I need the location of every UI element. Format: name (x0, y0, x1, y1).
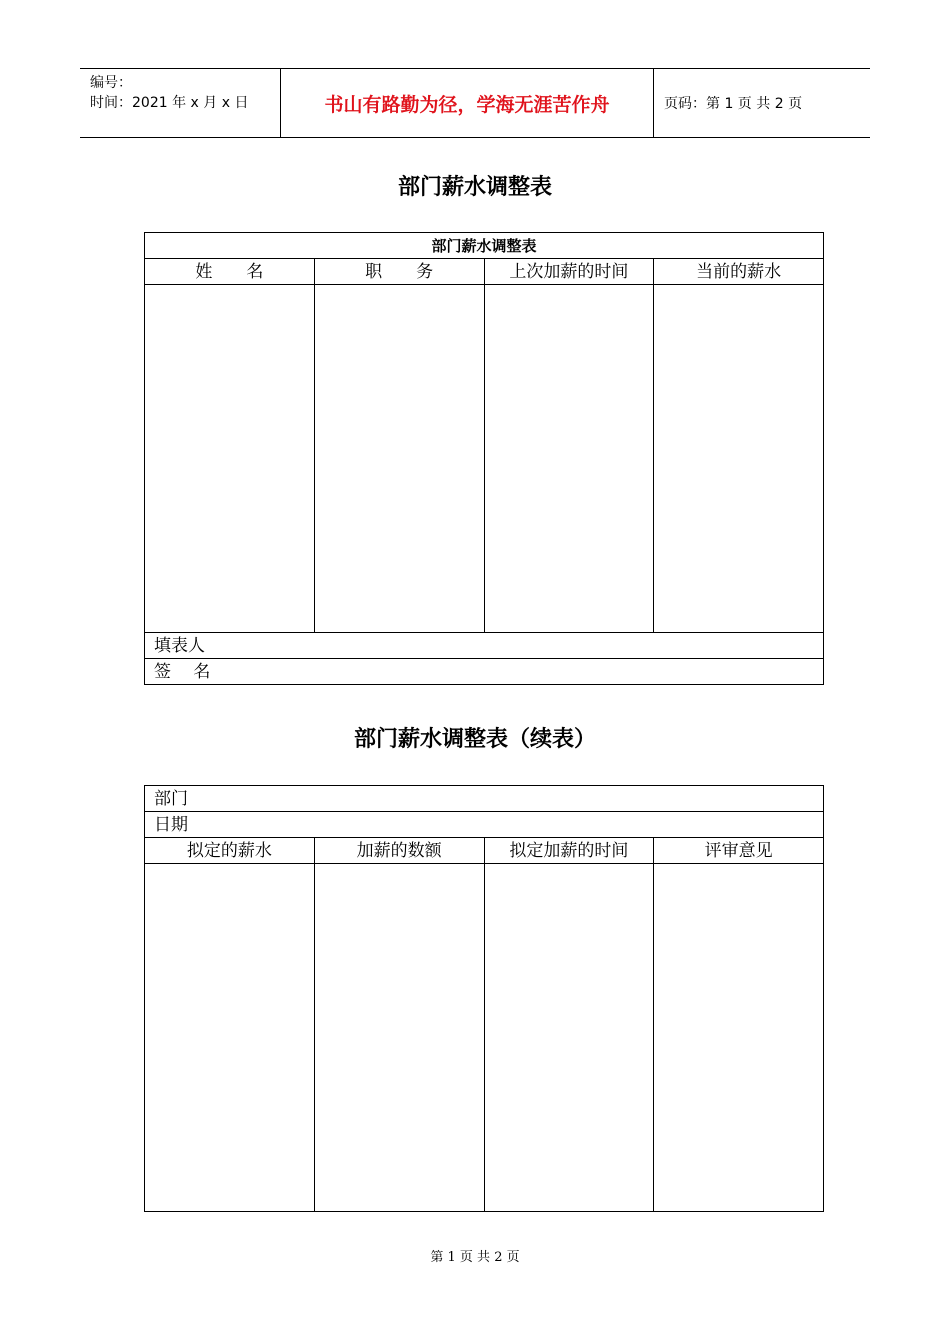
position-entry-cell[interactable] (314, 285, 484, 633)
review-opinion-entry-cell[interactable] (654, 864, 824, 1212)
signature-row[interactable]: 签 名 (145, 659, 824, 685)
table2-title: 部门薪水调整表（续表） (353, 726, 596, 752)
column-header-current-salary: 当前的薪水 (654, 259, 824, 285)
column-header-raise-amount: 加薪的数额 (314, 838, 484, 864)
preparer-row[interactable]: 填表人 (145, 633, 824, 659)
last-raise-date-entry-cell[interactable] (484, 285, 654, 633)
header-meta (80, 69, 281, 137)
proposed-salary-entry-cell[interactable] (145, 864, 315, 1212)
document-date-label: 时间：2021 年 x 月 x 日 (90, 95, 249, 111)
document-number-label: 编号： (90, 75, 132, 91)
name-entry-cell[interactable] (145, 285, 315, 633)
table1-caption: 部门薪水调整表 (145, 233, 824, 259)
current-salary-entry-cell[interactable] (654, 285, 824, 633)
column-header-proposed-salary: 拟定的薪水 (145, 838, 315, 864)
page-header (80, 68, 870, 138)
column-header-review-opinion: 评审意见 (654, 838, 824, 864)
header-page-info: 页码：第 1 页 共 2 页 (664, 96, 803, 112)
table2-entry-area (145, 864, 824, 1212)
page-footer: 第 1 页 共 2 页 (430, 1250, 520, 1265)
table2-header-row (145, 838, 824, 864)
department-row[interactable]: 部门 (145, 786, 824, 812)
proposed-raise-date-entry-cell[interactable] (484, 864, 654, 1212)
column-header-proposed-raise-date: 拟定加薪的时间 (484, 838, 654, 864)
date-row[interactable]: 日期 (145, 812, 824, 838)
column-header-last-raise-date: 上次加薪的时间 (484, 259, 654, 285)
header-motto: 书山有路勤为径，学海无涯苦作舟 (281, 69, 654, 137)
salary-adjustment-continued-table (144, 785, 824, 1212)
table1-header-row (145, 259, 824, 285)
column-header-position: 职 务 (314, 259, 484, 285)
table1-title: 部门薪水调整表 (397, 174, 552, 200)
salary-adjustment-table (144, 232, 824, 685)
table1-entry-area (145, 285, 824, 633)
raise-amount-entry-cell[interactable] (314, 864, 484, 1212)
column-header-name: 姓 名 (145, 259, 315, 285)
